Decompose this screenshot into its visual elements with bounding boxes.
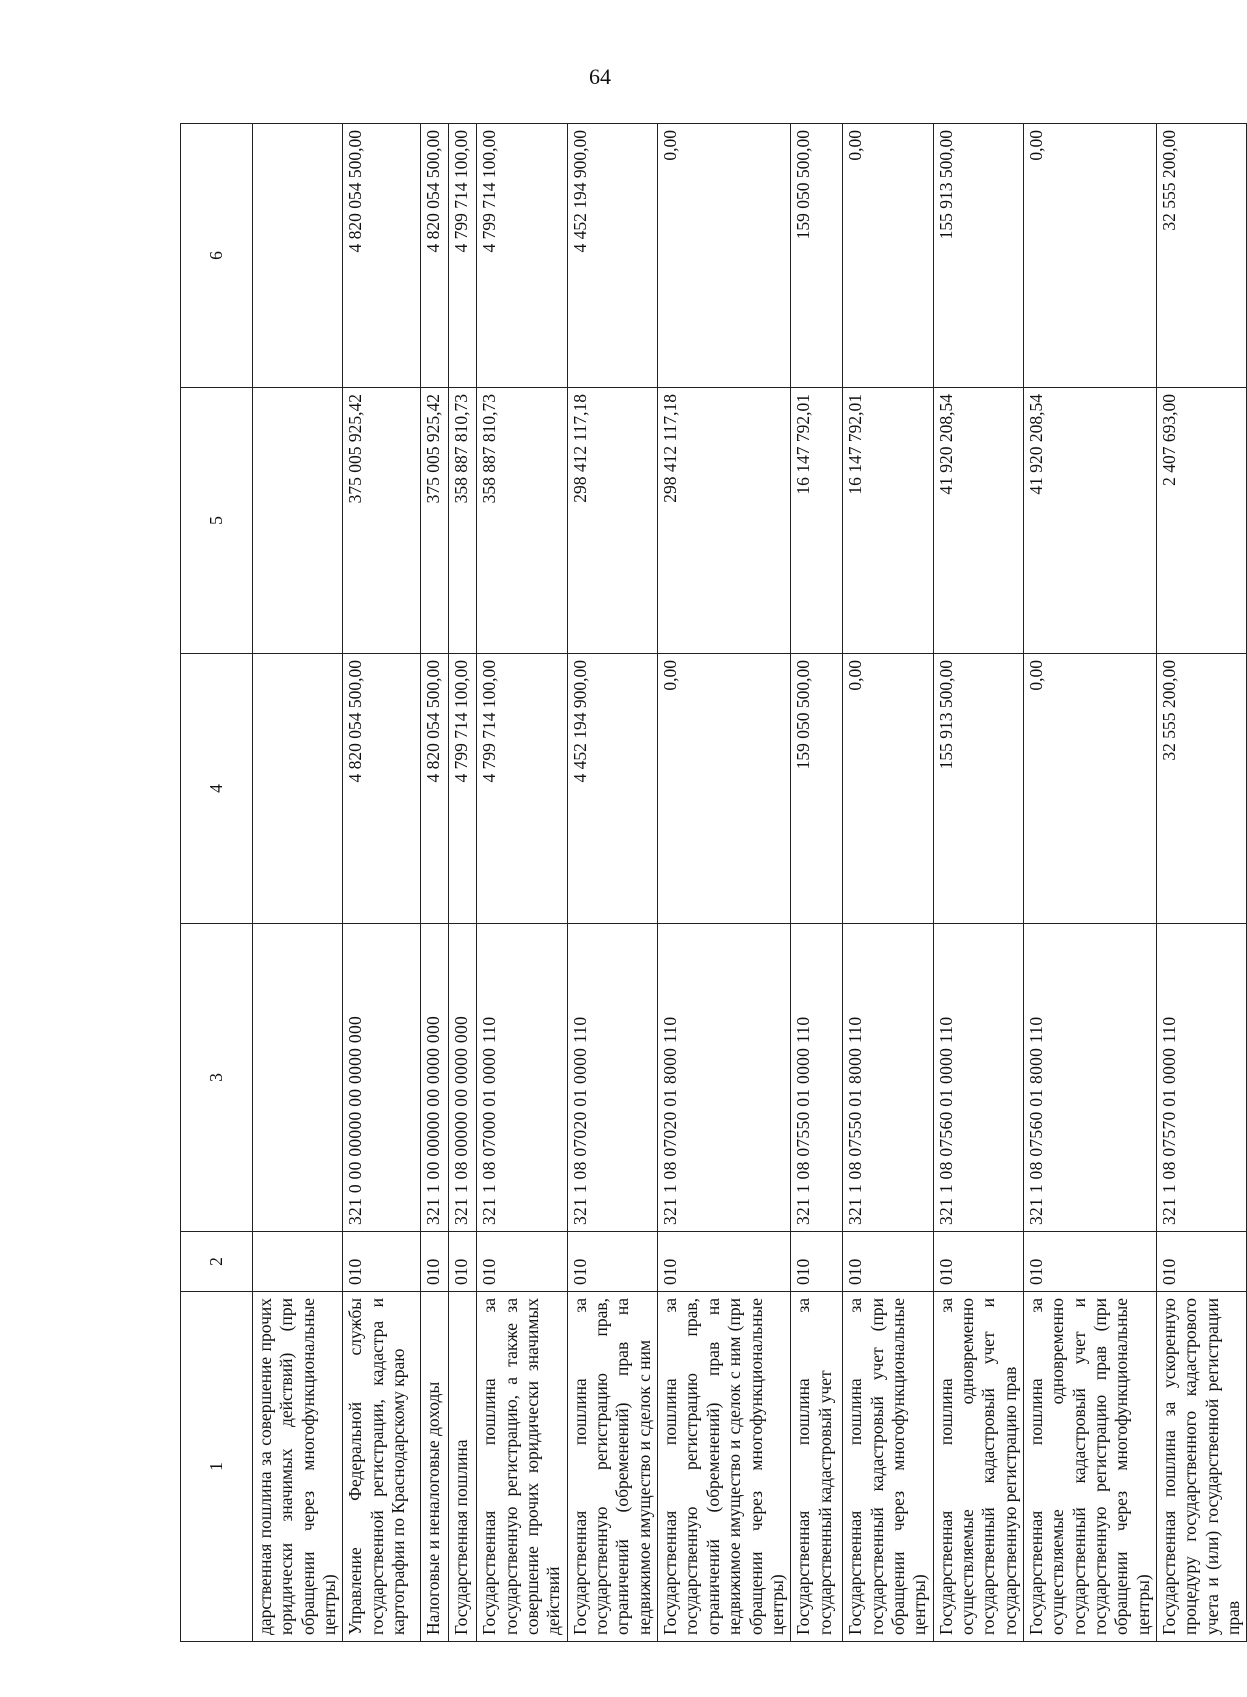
row-approved: 0,00 <box>658 654 791 924</box>
row-kbk-code: 321 1 08 07000 01 0000 110 <box>477 924 567 1232</box>
table-row <box>449 124 477 1642</box>
row-kbk-code: 321 1 08 07020 01 8000 110 <box>658 924 791 1232</box>
row-approved: 4 820 054 500,00 <box>421 654 449 924</box>
row-kbk-code: 321 1 08 07020 01 0000 110 <box>567 924 657 1232</box>
row-name: Государственная пошлина за государственную регистрацию прав, ограничений (обременений) прав на недвижимое имущество и сделок с ним (при обращении через многофункциональные центры) <box>658 1292 791 1642</box>
row-name: дарственная пошлина за совершение прочих юридически значимых действий) (при обращении через многофункциональные центры) <box>253 1292 343 1642</box>
row-name: Государственная пошлина за осуществляемые одновременно государственный кадастровый учет и государственную регистрацию прав <box>933 1292 1023 1642</box>
row-executed: 16 147 792,01 <box>843 388 933 654</box>
row-kbk-code: 321 1 08 07560 01 8000 110 <box>1023 924 1156 1232</box>
row-plan: 4 820 054 500,00 <box>343 124 421 388</box>
row-admin-code: 010 <box>343 1232 421 1292</box>
row-plan: 4 452 194 900,00 <box>567 124 657 388</box>
row-admin-code: 010 <box>843 1232 933 1292</box>
row-approved: 4 452 194 900,00 <box>567 654 657 924</box>
row-plan: 0,00 <box>1023 124 1156 388</box>
table-row <box>658 124 791 1642</box>
row-admin-code: 010 <box>1023 1232 1156 1292</box>
row-plan: 4 820 054 500,00 <box>421 124 449 388</box>
table-row <box>421 124 449 1642</box>
page-number: 64 <box>589 64 611 89</box>
row-name: Государственная пошлина за государственную регистрацию прав, ограничений (обременений) прав на недвижимое имущество и сделок с ним <box>567 1292 657 1642</box>
row-plan: 159 050 500,00 <box>791 124 843 388</box>
row-admin-code: 010 <box>933 1232 1023 1292</box>
row-admin-code: 010 <box>421 1232 449 1292</box>
row-executed <box>253 388 343 654</box>
row-admin-code: 010 <box>1157 1232 1247 1292</box>
row-name: Государственная пошлина за ускоренную процедуру государственного кадастрового учета и (или) государственной регистрации прав <box>1157 1292 1247 1642</box>
row-approved: 32 555 200,00 <box>1157 654 1247 924</box>
row-name: Управление Федеральной службы государственной регистрации, кадастра и картографии по Краснодарскому краю <box>343 1292 421 1642</box>
row-approved: 0,00 <box>1023 654 1156 924</box>
row-kbk-code: 321 1 08 00000 00 0000 000 <box>449 924 477 1232</box>
row-approved: 155 913 500,00 <box>933 654 1023 924</box>
row-executed: 375 005 925,42 <box>421 388 449 654</box>
row-kbk-code: 321 0 00 00000 00 0000 000 <box>343 924 421 1232</box>
revenue-table <box>180 123 1247 1642</box>
row-admin-code: 010 <box>658 1232 791 1292</box>
row-name: Государственная пошлина за государственный кадастровый учет <box>791 1292 843 1642</box>
table-row <box>1023 124 1156 1642</box>
row-name: Государственная пошлина <box>449 1292 477 1642</box>
row-kbk-code: 321 1 08 07550 01 8000 110 <box>843 924 933 1232</box>
table-row <box>791 124 843 1642</box>
table-row <box>933 124 1023 1642</box>
row-plan: 4 799 714 100,00 <box>477 124 567 388</box>
column-header-3: 3 <box>181 924 253 1232</box>
row-name: Налоговые и неналоговые доходы <box>421 1292 449 1642</box>
table-row <box>1157 124 1247 1642</box>
row-admin-code: 010 <box>449 1232 477 1292</box>
row-approved: 4 799 714 100,00 <box>477 654 567 924</box>
row-approved: 4 799 714 100,00 <box>449 654 477 924</box>
row-admin-code: 010 <box>567 1232 657 1292</box>
column-header-6: 6 <box>181 124 253 388</box>
row-executed: 298 412 117,18 <box>567 388 657 654</box>
table-row <box>253 124 343 1642</box>
header-row <box>181 124 253 1642</box>
table-row <box>343 124 421 1642</box>
row-kbk-code: 321 1 08 07560 01 0000 110 <box>933 924 1023 1232</box>
row-executed: 41 920 208,54 <box>933 388 1023 654</box>
row-admin-code: 010 <box>477 1232 567 1292</box>
table-row <box>477 124 567 1642</box>
column-header-2: 2 <box>181 1232 253 1292</box>
row-name: Государственная пошлина за государственный кадастровый учет (при обращении через многофункциональные центры) <box>843 1292 933 1642</box>
row-plan: 155 913 500,00 <box>933 124 1023 388</box>
row-plan: 0,00 <box>658 124 791 388</box>
row-name: Государственная пошлина за осуществляемые одновременно государственный кадастровый учет и государственную регистрацию прав (при обращении через многофункциональные центры) <box>1023 1292 1156 1642</box>
row-plan: 32 555 200,00 <box>1157 124 1247 388</box>
row-executed: 358 887 810,73 <box>477 388 567 654</box>
row-plan <box>253 124 343 388</box>
row-kbk-code <box>253 924 343 1232</box>
row-executed: 2 407 693,00 <box>1157 388 1247 654</box>
row-kbk-code: 321 1 08 07570 01 0000 110 <box>1157 924 1247 1232</box>
row-approved: 4 820 054 500,00 <box>343 654 421 924</box>
rotated-table-container <box>180 124 1244 1642</box>
row-approved: 0,00 <box>843 654 933 924</box>
row-executed: 41 920 208,54 <box>1023 388 1156 654</box>
row-executed: 16 147 792,01 <box>791 388 843 654</box>
row-name: Государственная пошлина за государственную регистрацию, а также за совершение прочих юридически значимых действий <box>477 1292 567 1642</box>
row-plan: 4 799 714 100,00 <box>449 124 477 388</box>
row-approved <box>253 654 343 924</box>
row-approved: 159 050 500,00 <box>791 654 843 924</box>
row-kbk-code: 321 1 00 00000 00 0000 000 <box>421 924 449 1232</box>
row-executed: 375 005 925,42 <box>343 388 421 654</box>
table-row <box>843 124 933 1642</box>
row-plan: 0,00 <box>843 124 933 388</box>
row-executed: 298 412 117,18 <box>658 388 791 654</box>
row-admin-code: 010 <box>791 1232 843 1292</box>
column-header-5: 5 <box>181 388 253 654</box>
table-row <box>567 124 657 1642</box>
row-kbk-code: 321 1 08 07550 01 0000 110 <box>791 924 843 1232</box>
column-header-4: 4 <box>181 654 253 924</box>
row-executed: 358 887 810,73 <box>449 388 477 654</box>
column-header-1: 1 <box>181 1292 253 1642</box>
row-admin-code <box>253 1232 343 1292</box>
